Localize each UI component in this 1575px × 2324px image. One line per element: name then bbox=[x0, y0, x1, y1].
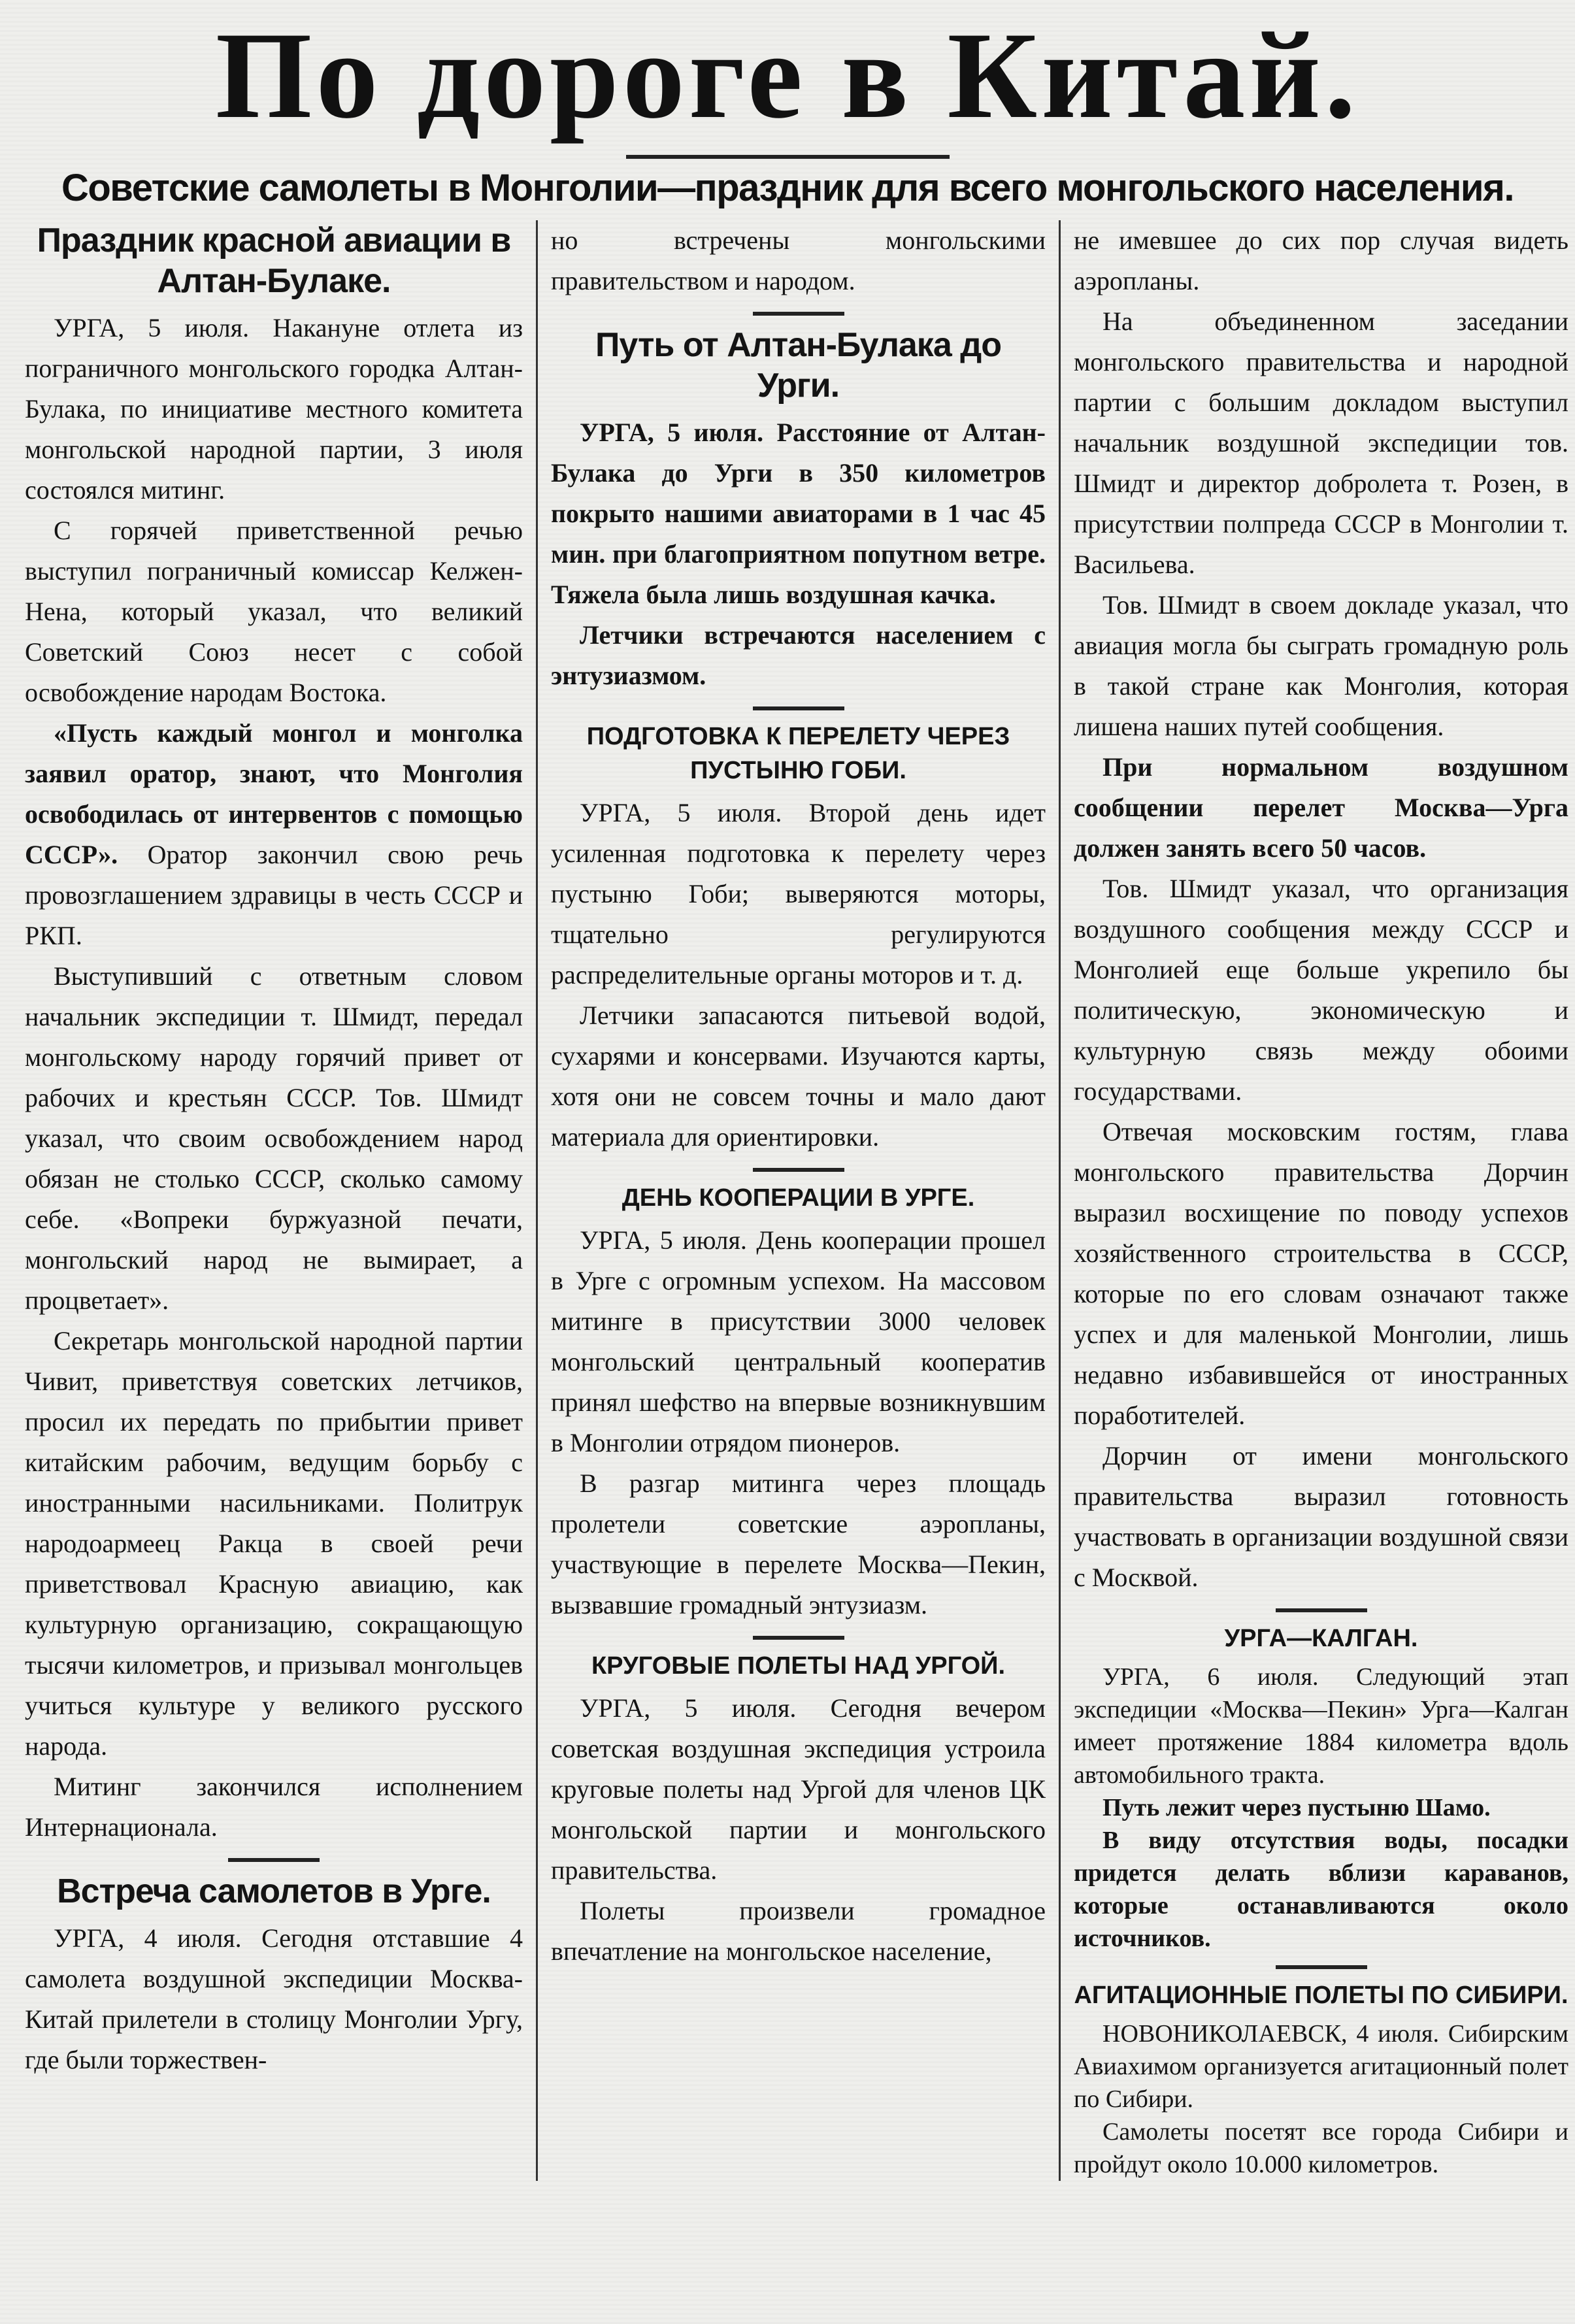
paragraph: Тов. Шмидт в своем докладе указал, что авиация могла бы сыграть громадную роль в такой стране как Монголия, которая лишена наших путей сообщения. bbox=[1074, 590, 1568, 741]
paragraph: В виду отсутствия воды, посадки придется делать вблизи караванов, которые останавливаются около источников. bbox=[1074, 1827, 1568, 1952]
paragraph: УРГА, 5 июля. Сегодня вечером советская воздушная экспедиция устроила круговые полеты над Ургой для членов ЦК монгольской партии и монгольского правительства. bbox=[551, 1693, 1046, 1885]
paragraph: Выступивший с ответным словом начальник экспедиции т. Шмидт, передал монгольскому народу горячий привет от рабочих и крестьян СССР. Тов. Шмидт указал, что своим освобождением народ обязан не столько СССР, сколько самому себе. «Вопреки буржуазной печати, монгольский народ не вымирает, а процветает». bbox=[25, 961, 523, 1315]
paragraph: Тов. Шмидт указал, что организация воздушного сообщения между СССР и Монголией еще больше укрепило бы политическую, экономическую и культурную связь между обоими государствами. bbox=[1074, 874, 1568, 1106]
paragraph: УРГА, 5 июля. Второй день идет усиленная подготовка к перелету через пустыню Гоби; выверяются моторы, тщательно регулируются распределительные органы моторов и т. д. bbox=[551, 798, 1046, 989]
paragraph: Путь лежит через пустыню Шамо. bbox=[1102, 1794, 1491, 1821]
paragraph: На объединенном заседании монгольского правительства и народной партии с большим докладом выступил начальник воздушной экспедиции тов. Шмидт и директор добролета т. Розен, в присутствии полпреда СССР в Монголии т. Васильева. bbox=[1074, 307, 1568, 579]
paragraph: При нормальном воздушном сообщении перелет Москва—Урга должен занять всего 50 часов. bbox=[1074, 752, 1568, 863]
paragraph: Дорчин от имени монгольского правительства выразил готовность участвовать в организации воздушной связи с Москвой. bbox=[1074, 1441, 1568, 1592]
paragraph: Летчики запасаются питьевой водой, сухарями и консервами. Изучаются карты, хотя они не совсем точны и мало дают материала для ориентировки. bbox=[551, 1001, 1046, 1152]
section-divider bbox=[228, 1858, 320, 1862]
paragraph: УРГА, 5 июля. День кооперации прошел в Урге с огромным успехом. На массовом митинге в присутствии 3000 человек монгольский центральный кооператив принял шефство на впервые возникнувшим в Монголии отрядом пионеров. bbox=[551, 1225, 1046, 1457]
paragraph: Самолеты посетят все города Сибири и пройдут около 10.000 километров. bbox=[1074, 2118, 1568, 2178]
article-title: УРГА—КАЛГАН. bbox=[1224, 1625, 1418, 1652]
paragraph: УРГА, 5 июля. Накануне отлета из пограничного монгольского городка Алтан-Булака, по инициативе местного комитета монгольской народной партии, 3 июля состоялся митинг. bbox=[25, 313, 523, 505]
paragraph bbox=[25, 713, 523, 956]
article-title: АГИТАЦИОННЫЕ ПОЛЕТЫ ПО СИБИРИ. bbox=[1074, 1982, 1568, 2009]
paragraph: В разгар митинга через площадь пролетели советские аэропланы, участвующие в перелете Москва—Пекин, вызвавшие громадный энтузиазм. bbox=[551, 1469, 1046, 1619]
masthead bbox=[0, 0, 1575, 211]
bold-quote: «Пусть каждый монгол и монголка заявил оратор, знают, что Монголия освободилась от интервентов с помощью СССР». bbox=[25, 718, 523, 869]
paragraph: НОВОНИКОЛАЕВСК, 4 июля. Сибирским Авиахимом организуется агитационный полет по Сибири. bbox=[1074, 2020, 1568, 2113]
subheadline: Советские самолеты в Монголии—праздник для всего монгольского населения. bbox=[61, 167, 1514, 209]
section-divider bbox=[753, 312, 844, 316]
section-divider bbox=[753, 1168, 844, 1172]
column-3 bbox=[1059, 220, 1568, 2181]
continued-text: но встречены монгольскими правительством и народом. bbox=[551, 225, 1046, 295]
article-title: Путь от Алтан-Булака до Урги. bbox=[595, 326, 1001, 405]
headline-divider bbox=[626, 155, 950, 159]
paragraph: Митинг закончился исполнением Интернационала. bbox=[25, 1772, 523, 1842]
article-title: ПОДГОТОВКА К ПЕРЕЛЕТУ ЧЕРЕЗ ПУСТЫНЮ ГОБИ. bbox=[586, 723, 1010, 784]
paragraph: УРГА, 4 июля. Сегодня отставшие 4 самолета воздушной экспедиции Москва-Китай прилетели в столицу Монголии Ургу, где были торжествен- bbox=[25, 1923, 523, 2074]
column-1 bbox=[25, 220, 536, 2181]
paragraph: Полеты произвели громадное впечатление на монгольское население, bbox=[551, 1896, 1046, 1966]
paragraph-text: Оратор закончил свою речь провозглашением здравицы в честь СССР и РКП. bbox=[25, 840, 523, 950]
section-divider bbox=[753, 706, 844, 710]
paragraph: Секретарь монгольской народной партии Чивит, приветствуя советских летчиков, просил их передать по прибытии привет китайским рабочим, ведущим борьбу с иностранными насильниками. Политрук народоармеец Ракца в своей речи приветствовал Красную авиацию, как культурную организацию, сокращающую тысячи километров, и призывал монгольцев учиться культуре у великого русского народа. bbox=[25, 1326, 523, 1761]
paragraph: Летчики встречаются населением с энтузиазмом. bbox=[551, 620, 1046, 690]
section-divider bbox=[1276, 1965, 1367, 1969]
columns bbox=[0, 220, 1575, 2181]
paragraph: С горячей приветственной речью выступил пограничный комиссар Келжен-Нена, который указал, что великий Советский Союз несет с собой освобождение народам Востока. bbox=[25, 516, 523, 707]
headline: По дороге в Китай. bbox=[215, 7, 1360, 144]
paragraph: УРГА, 6 июля. Следующий этап экспедиции «Москва—Пекин» Урга—Калган имеет протяжение 1884 километра вдоль автомобильного тракта. bbox=[1074, 1663, 1568, 1789]
column-2 bbox=[536, 220, 1059, 2181]
article-title: КРУГОВЫЕ ПОЛЕТЫ НАД УРГОЙ. bbox=[591, 1652, 1006, 1680]
section-divider bbox=[753, 1636, 844, 1640]
paragraph: УРГА, 5 июля. Расстояние от Алтан-Булака до Урги в 350 километров покрыто нашими авиаторами в 1 час 45 мин. при благоприятном попутном ветре. Тяжела была лишь воздушная качка. bbox=[551, 418, 1046, 609]
section-divider bbox=[1276, 1608, 1367, 1612]
continued-text: не имевшее до сих пор случая видеть аэропланы. bbox=[1074, 225, 1568, 295]
article-title: Праздник красной авиации в Алтан-Булаке. bbox=[37, 222, 511, 300]
paragraph: Отвечая московским гостям, глава монгольского правительства Дорчин выразил восхищение по поводу успехов хозяйственного строительства в СССР, которые по его словам означают также успех и для маленькой Монголии, лишь недавно избавившейся от иностранных поработителей. bbox=[1074, 1117, 1568, 1430]
article-title: Встреча самолетов в Урге. bbox=[57, 1872, 491, 1910]
article-title: ДЕНЬ КООПЕРАЦИИ В УРГЕ. bbox=[622, 1184, 975, 1212]
